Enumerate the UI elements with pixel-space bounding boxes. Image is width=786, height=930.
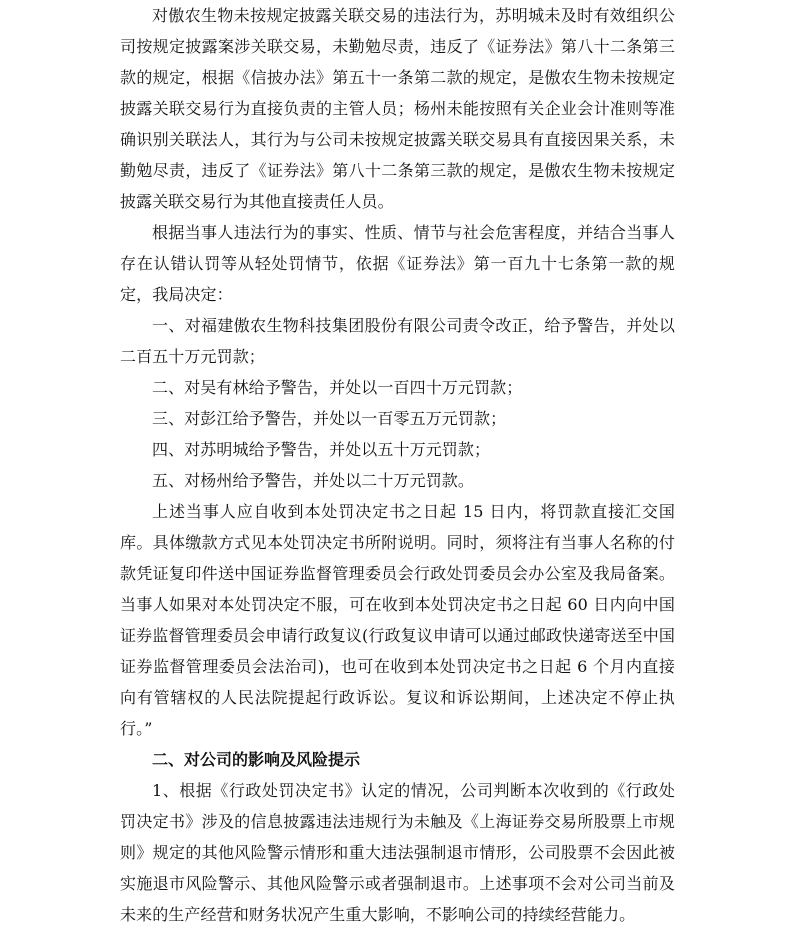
- penalty-item-peng: 三、对彭江给予警告，并处以一百零五万元罚款；: [152, 409, 507, 428]
- penalty-item-company: 一、对福建傲农生物科技集团股份有限公司责令改正，给予警告，并处以二百五十万元罚款；: [120, 316, 675, 366]
- penalty-item-wu: 二、对吴有林给予警告，并处以一百四十万元罚款；: [152, 378, 523, 397]
- penalty-item-yang: 五、对杨州给予警告，并处以二十万元罚款。: [152, 471, 475, 490]
- paragraph-decision-basis: 根据当事人违法行为的事实、性质、情节与社会危害程度，并结合当事人存在认错认罚等从轻处罚情节，依据《证券法》第一百九十七条第一款的规定，我局决定：: [120, 223, 675, 304]
- paragraph-responsibility: 对傲农生物未按规定披露关联交易的违法行为，苏明城未及时有效组织公司按规定披露案涉关联交易，未勤勉尽责，违反了《证券法》第八十二条第三款的规定，根据《信披办法》第五十一条第二款的规定，是傲农生物未按规定披露关联交易行为直接负责的主管人员；杨州未能按照有关企业会计准则等准确识别关联法人，其行为与公司未按规定披露关联交易具有直接因果关系，未勤勉尽责，违反了《证券法》第八十二条第三款的规定，是傲农生物未按规定披露关联交易行为其他直接责任人员。: [120, 6, 675, 211]
- document-body: [120, 0, 675, 930]
- section-heading-impact: 二、对公司的影响及风险提示: [152, 750, 361, 769]
- paragraph-payment-and-appeal: 上述当事人应自收到本处罚决定书之日起 15 日内，将罚款直接汇交国库。具体缴款方式见本处罚决定书所附说明。同时，须将注有当事人名称的付款凭证复印件送中国证券监督管理委员会行政处罚委员会办公室及我局备案。当事人如果对本处罚决定不服，可在收到本处罚决定书之日起 60 日内向中国证券监督管理委员会申请行政复议(行政复议申请可以通过邮政快递寄送至中国证券监督管理委员会法治司)，也可在收到本处罚决定书之日起 6 个月内直接向有管辖权的人民法院提起行政诉讼。复议和诉讼期间，上述决定不停止执行。”: [120, 502, 675, 738]
- paragraph-impact-1: 1、根据《行政处罚决定书》认定的情况，公司判断本次收到的《行政处罚决定书》涉及的信息披露违法违规行为未触及《上海证券交易所股票上市规则》规定的其他风险警示情形和重大违法强制退市情形，公司股票不会因此被实施退市风险警示、其他风险警示或者强制退市。上述事项不会对公司当前及未来的生产经营和财务状况产生重大影响，不影响公司的持续经营能力。: [120, 781, 675, 924]
- penalty-item-su: 四、对苏明城给予警告，并处以五十万元罚款；: [152, 440, 491, 459]
